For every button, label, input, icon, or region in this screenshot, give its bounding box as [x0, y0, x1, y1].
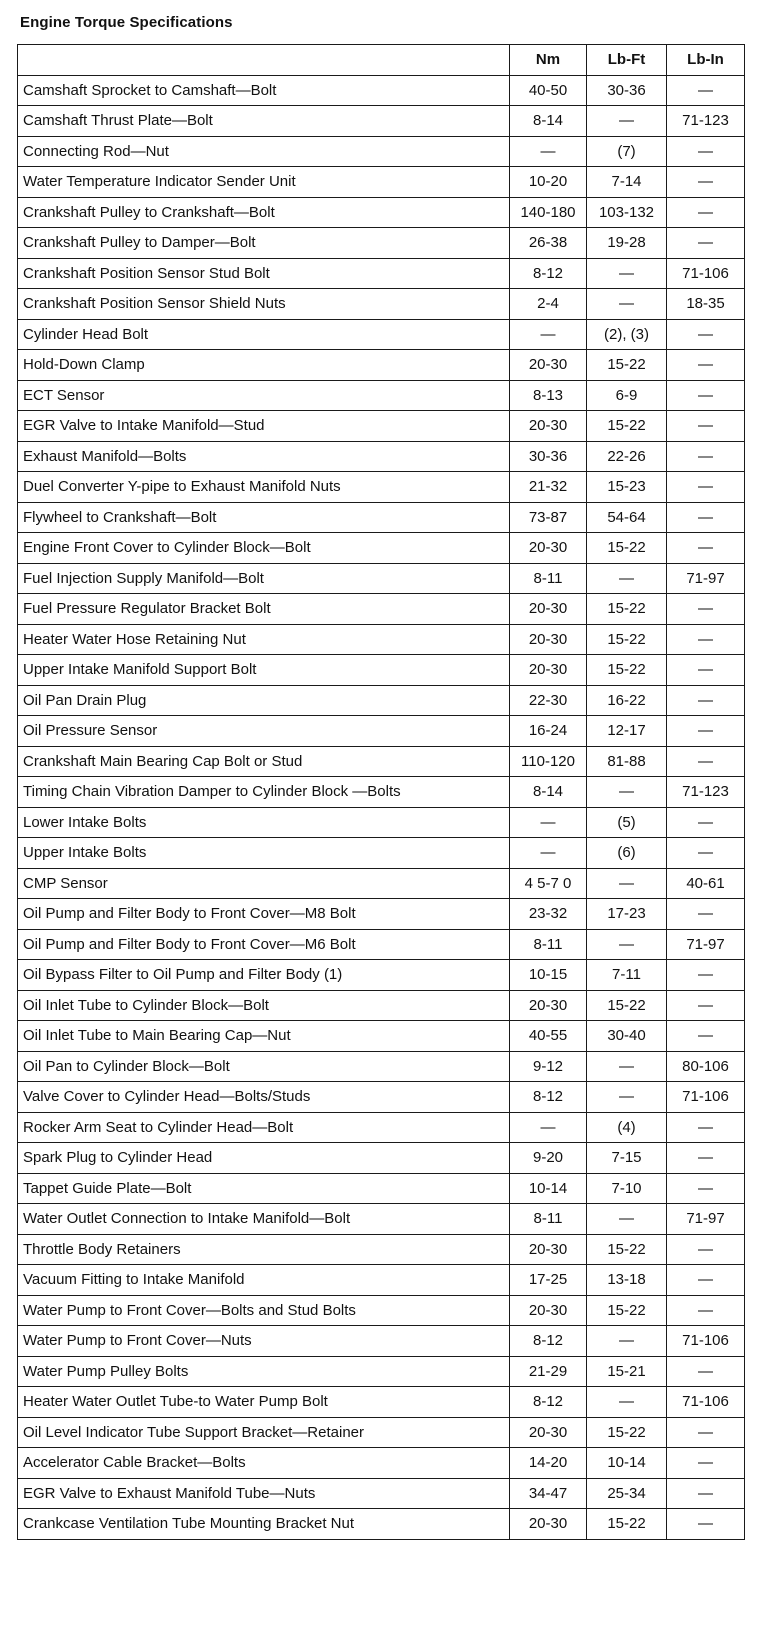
lb-ft-value: 13-18 — [587, 1265, 667, 1296]
component-name: Timing Chain Vibration Damper to Cylinder Block —Bolts — [18, 777, 510, 808]
lb-in-value: — — [667, 1448, 745, 1479]
lb-ft-value: (7) — [587, 136, 667, 167]
lb-in-value: — — [667, 533, 745, 564]
lb-in-value: — — [667, 1021, 745, 1052]
lb-in-value: 71-97 — [667, 929, 745, 960]
lb-ft-value: 15-22 — [587, 1509, 667, 1540]
table-row — [18, 746, 745, 777]
component-name: Upper Intake Manifold Support Bolt — [18, 655, 510, 686]
table-row — [18, 1417, 745, 1448]
lb-in-value: — — [667, 1143, 745, 1174]
lb-in-value: — — [667, 136, 745, 167]
lb-in-value: — — [667, 1173, 745, 1204]
header-component — [18, 45, 510, 76]
nm-value: 40-50 — [510, 75, 587, 106]
lb-in-value: — — [667, 1478, 745, 1509]
table-row — [18, 960, 745, 991]
table-row — [18, 472, 745, 503]
lb-in-value: — — [667, 655, 745, 686]
lb-in-value: — — [667, 960, 745, 991]
lb-ft-value: — — [587, 777, 667, 808]
lb-ft-value: 25-34 — [587, 1478, 667, 1509]
lb-ft-value: — — [587, 563, 667, 594]
nm-value: 20-30 — [510, 411, 587, 442]
table-row — [18, 1509, 745, 1540]
nm-value: 10-14 — [510, 1173, 587, 1204]
table-header-row — [18, 45, 745, 76]
component-name: Vacuum Fitting to Intake Manifold — [18, 1265, 510, 1296]
table-row — [18, 1021, 745, 1052]
lb-in-value: 40-61 — [667, 868, 745, 899]
component-name: Engine Front Cover to Cylinder Block—Bolt — [18, 533, 510, 564]
component-name: Fuel Pressure Regulator Bracket Bolt — [18, 594, 510, 625]
lb-in-value: 71-97 — [667, 563, 745, 594]
table-row — [18, 1295, 745, 1326]
lb-ft-value: 7-10 — [587, 1173, 667, 1204]
component-name: Oil Pan Drain Plug — [18, 685, 510, 716]
lb-ft-value: 103-132 — [587, 197, 667, 228]
nm-value: 20-30 — [510, 990, 587, 1021]
lb-ft-value: — — [587, 1326, 667, 1357]
table-row — [18, 685, 745, 716]
table-row — [18, 594, 745, 625]
lb-in-value: 80-106 — [667, 1051, 745, 1082]
lb-in-value: 71-123 — [667, 777, 745, 808]
lb-ft-value: 15-22 — [587, 655, 667, 686]
nm-value: 8-11 — [510, 563, 587, 594]
lb-in-value: — — [667, 1265, 745, 1296]
lb-ft-value: 15-22 — [587, 411, 667, 442]
table-row — [18, 807, 745, 838]
lb-ft-value: 15-22 — [587, 1295, 667, 1326]
lb-in-value: — — [667, 899, 745, 930]
table-row — [18, 411, 745, 442]
lb-in-value: 71-106 — [667, 1387, 745, 1418]
lb-in-value: — — [667, 167, 745, 198]
lb-ft-value: 30-36 — [587, 75, 667, 106]
lb-ft-value: — — [587, 868, 667, 899]
table-row — [18, 624, 745, 655]
nm-value: 34-47 — [510, 1478, 587, 1509]
nm-value: — — [510, 807, 587, 838]
table-row — [18, 716, 745, 747]
component-name: Cylinder Head Bolt — [18, 319, 510, 350]
nm-value: 10-20 — [510, 167, 587, 198]
lb-ft-value: 15-22 — [587, 1234, 667, 1265]
lb-in-value: — — [667, 228, 745, 259]
component-name: CMP Sensor — [18, 868, 510, 899]
table-row — [18, 136, 745, 167]
lb-in-value: — — [667, 197, 745, 228]
table-row — [18, 1234, 745, 1265]
table-row — [18, 167, 745, 198]
nm-value: 20-30 — [510, 624, 587, 655]
nm-value: 8-14 — [510, 777, 587, 808]
component-name: Crankcase Ventilation Tube Mounting Bracket Nut — [18, 1509, 510, 1540]
lb-ft-value: — — [587, 1082, 667, 1113]
lb-ft-value: 15-22 — [587, 533, 667, 564]
lb-ft-value: 7-11 — [587, 960, 667, 991]
nm-value: 14-20 — [510, 1448, 587, 1479]
lb-in-value: — — [667, 411, 745, 442]
lb-ft-value: 12-17 — [587, 716, 667, 747]
nm-value: 21-32 — [510, 472, 587, 503]
lb-ft-value: (4) — [587, 1112, 667, 1143]
table-row — [18, 441, 745, 472]
component-name: EGR Valve to Exhaust Manifold Tube—Nuts — [18, 1478, 510, 1509]
lb-in-value: — — [667, 990, 745, 1021]
nm-value: 8-12 — [510, 1387, 587, 1418]
table-row — [18, 899, 745, 930]
nm-value: — — [510, 136, 587, 167]
lb-in-value: — — [667, 685, 745, 716]
table-row — [18, 502, 745, 533]
nm-value: 9-12 — [510, 1051, 587, 1082]
nm-value: 8-12 — [510, 1082, 587, 1113]
nm-value: 20-30 — [510, 1234, 587, 1265]
header-lb-in: Lb-In — [667, 45, 745, 76]
component-name: Duel Converter Y-pipe to Exhaust Manifold Nuts — [18, 472, 510, 503]
lb-in-value: — — [667, 380, 745, 411]
lb-in-value: — — [667, 594, 745, 625]
lb-ft-value: 22-26 — [587, 441, 667, 472]
nm-value: 4 5-7 0 — [510, 868, 587, 899]
nm-value: — — [510, 838, 587, 869]
lb-ft-value: 10-14 — [587, 1448, 667, 1479]
lb-in-value: 71-106 — [667, 258, 745, 289]
lb-in-value: — — [667, 472, 745, 503]
lb-ft-value: — — [587, 1387, 667, 1418]
lb-ft-value: 15-22 — [587, 594, 667, 625]
table-row — [18, 1082, 745, 1113]
lb-in-value: — — [667, 807, 745, 838]
component-name: Oil Inlet Tube to Main Bearing Cap—Nut — [18, 1021, 510, 1052]
nm-value: 8-14 — [510, 106, 587, 137]
nm-value: 2-4 — [510, 289, 587, 320]
component-name: Oil Pressure Sensor — [18, 716, 510, 747]
header-lb-ft: Lb-Ft — [587, 45, 667, 76]
lb-ft-value: (5) — [587, 807, 667, 838]
component-name: Heater Water Outlet Tube-to Water Pump Bolt — [18, 1387, 510, 1418]
lb-ft-value: — — [587, 1204, 667, 1235]
component-name: Camshaft Thrust Plate—Bolt — [18, 106, 510, 137]
table-row — [18, 1051, 745, 1082]
nm-value: 40-55 — [510, 1021, 587, 1052]
nm-value: 23-32 — [510, 899, 587, 930]
lb-ft-value: 81-88 — [587, 746, 667, 777]
component-name: Tappet Guide Plate—Bolt — [18, 1173, 510, 1204]
nm-value: 20-30 — [510, 655, 587, 686]
table-row — [18, 990, 745, 1021]
lb-in-value: — — [667, 746, 745, 777]
component-name: Crankshaft Position Sensor Stud Bolt — [18, 258, 510, 289]
lb-in-value: — — [667, 1509, 745, 1540]
lb-ft-value: — — [587, 929, 667, 960]
component-name: Oil Level Indicator Tube Support Bracket—Retainer — [18, 1417, 510, 1448]
component-name: Water Outlet Connection to Intake Manifold—Bolt — [18, 1204, 510, 1235]
lb-in-value: — — [667, 441, 745, 472]
table-row — [18, 75, 745, 106]
table-row — [18, 1478, 745, 1509]
lb-ft-value: 15-21 — [587, 1356, 667, 1387]
nm-value: 110-120 — [510, 746, 587, 777]
component-name: Rocker Arm Seat to Cylinder Head—Bolt — [18, 1112, 510, 1143]
torque-spec-table — [17, 44, 745, 1540]
table-row — [18, 838, 745, 869]
table-row — [18, 106, 745, 137]
lb-in-value: — — [667, 716, 745, 747]
table-row — [18, 655, 745, 686]
nm-value: 8-13 — [510, 380, 587, 411]
lb-in-value: — — [667, 350, 745, 381]
nm-value: — — [510, 1112, 587, 1143]
table-row — [18, 868, 745, 899]
component-name: Flywheel to Crankshaft—Bolt — [18, 502, 510, 533]
nm-value: 8-12 — [510, 1326, 587, 1357]
nm-value: 16-24 — [510, 716, 587, 747]
lb-ft-value: 15-22 — [587, 1417, 667, 1448]
nm-value: 21-29 — [510, 1356, 587, 1387]
lb-ft-value: (2), (3) — [587, 319, 667, 350]
lb-in-value: — — [667, 624, 745, 655]
lb-in-value: 71-106 — [667, 1082, 745, 1113]
nm-value: 10-15 — [510, 960, 587, 991]
component-name: Water Pump Pulley Bolts — [18, 1356, 510, 1387]
table-row — [18, 228, 745, 259]
table-body — [18, 75, 745, 1539]
lb-ft-value: 7-14 — [587, 167, 667, 198]
lb-in-value: — — [667, 1295, 745, 1326]
table-row — [18, 1448, 745, 1479]
table-row — [18, 380, 745, 411]
component-name: Water Pump to Front Cover—Nuts — [18, 1326, 510, 1357]
nm-value: 20-30 — [510, 1417, 587, 1448]
lb-in-value: — — [667, 1112, 745, 1143]
lb-in-value: — — [667, 1356, 745, 1387]
lb-ft-value: — — [587, 289, 667, 320]
lb-in-value: 71-123 — [667, 106, 745, 137]
nm-value: 22-30 — [510, 685, 587, 716]
table-row — [18, 319, 745, 350]
component-name: Crankshaft Pulley to Crankshaft—Bolt — [18, 197, 510, 228]
nm-value: 20-30 — [510, 1295, 587, 1326]
lb-ft-value: — — [587, 1051, 667, 1082]
lb-ft-value: (6) — [587, 838, 667, 869]
nm-value: 8-11 — [510, 1204, 587, 1235]
component-name: Connecting Rod—Nut — [18, 136, 510, 167]
lb-ft-value: 7-15 — [587, 1143, 667, 1174]
component-name: Exhaust Manifold—Bolts — [18, 441, 510, 472]
lb-in-value: 71-97 — [667, 1204, 745, 1235]
component-name: Oil Inlet Tube to Cylinder Block—Bolt — [18, 990, 510, 1021]
lb-in-value: — — [667, 838, 745, 869]
table-row — [18, 289, 745, 320]
lb-ft-value: 15-22 — [587, 990, 667, 1021]
table-row — [18, 1204, 745, 1235]
lb-ft-value: 16-22 — [587, 685, 667, 716]
component-name: Hold-Down Clamp — [18, 350, 510, 381]
lb-ft-value: 15-22 — [587, 624, 667, 655]
component-name: Oil Pan to Cylinder Block—Bolt — [18, 1051, 510, 1082]
table-row — [18, 563, 745, 594]
lb-ft-value: — — [587, 106, 667, 137]
lb-ft-value: 15-22 — [587, 350, 667, 381]
nm-value: 20-30 — [510, 594, 587, 625]
component-name: Water Temperature Indicator Sender Unit — [18, 167, 510, 198]
component-name: Oil Bypass Filter to Oil Pump and Filter Body (1) — [18, 960, 510, 991]
table-row — [18, 1173, 745, 1204]
table-row — [18, 533, 745, 564]
lb-in-value: — — [667, 319, 745, 350]
nm-value: 8-11 — [510, 929, 587, 960]
table-row — [18, 1143, 745, 1174]
lb-in-value: 18-35 — [667, 289, 745, 320]
table-row — [18, 1356, 745, 1387]
component-name: Accelerator Cable Bracket—Bolts — [18, 1448, 510, 1479]
lb-in-value: — — [667, 1417, 745, 1448]
component-name: Oil Pump and Filter Body to Front Cover—M6 Bolt — [18, 929, 510, 960]
table-row — [18, 1265, 745, 1296]
component-name: Crankshaft Pulley to Damper—Bolt — [18, 228, 510, 259]
table-row — [18, 777, 745, 808]
component-name: Oil Pump and Filter Body to Front Cover—M8 Bolt — [18, 899, 510, 930]
table-row — [18, 929, 745, 960]
component-name: Upper Intake Bolts — [18, 838, 510, 869]
page-title: Engine Torque Specifications — [20, 14, 233, 31]
lb-ft-value: 54-64 — [587, 502, 667, 533]
nm-value: 17-25 — [510, 1265, 587, 1296]
component-name: EGR Valve to Intake Manifold—Stud — [18, 411, 510, 442]
lb-in-value: — — [667, 1234, 745, 1265]
table-row — [18, 1112, 745, 1143]
table-row — [18, 350, 745, 381]
table-row — [18, 1387, 745, 1418]
table-row — [18, 197, 745, 228]
component-name: Valve Cover to Cylinder Head—Bolts/Studs — [18, 1082, 510, 1113]
header-nm: Nm — [510, 45, 587, 76]
component-name: Spark Plug to Cylinder Head — [18, 1143, 510, 1174]
lb-ft-value: 6-9 — [587, 380, 667, 411]
nm-value: 9-20 — [510, 1143, 587, 1174]
component-name: Camshaft Sprocket to Camshaft—Bolt — [18, 75, 510, 106]
component-name: Crankshaft Main Bearing Cap Bolt or Stud — [18, 746, 510, 777]
lb-ft-value: 17-23 — [587, 899, 667, 930]
nm-value: 140-180 — [510, 197, 587, 228]
component-name: Crankshaft Position Sensor Shield Nuts — [18, 289, 510, 320]
table-row — [18, 258, 745, 289]
lb-in-value: — — [667, 502, 745, 533]
nm-value: 73-87 — [510, 502, 587, 533]
nm-value: 8-12 — [510, 258, 587, 289]
nm-value: 26-38 — [510, 228, 587, 259]
component-name: ECT Sensor — [18, 380, 510, 411]
nm-value: 20-30 — [510, 350, 587, 381]
lb-in-value: — — [667, 75, 745, 106]
component-name: Water Pump to Front Cover—Bolts and Stud Bolts — [18, 1295, 510, 1326]
lb-in-value: 71-106 — [667, 1326, 745, 1357]
nm-value: 20-30 — [510, 533, 587, 564]
lb-ft-value: 15-23 — [587, 472, 667, 503]
nm-value: 20-30 — [510, 1509, 587, 1540]
nm-value: — — [510, 319, 587, 350]
component-name: Lower Intake Bolts — [18, 807, 510, 838]
component-name: Throttle Body Retainers — [18, 1234, 510, 1265]
table-row — [18, 1326, 745, 1357]
lb-ft-value: 19-28 — [587, 228, 667, 259]
lb-ft-value: 30-40 — [587, 1021, 667, 1052]
component-name: Fuel Injection Supply Manifold—Bolt — [18, 563, 510, 594]
component-name: Heater Water Hose Retaining Nut — [18, 624, 510, 655]
lb-ft-value: — — [587, 258, 667, 289]
nm-value: 30-36 — [510, 441, 587, 472]
